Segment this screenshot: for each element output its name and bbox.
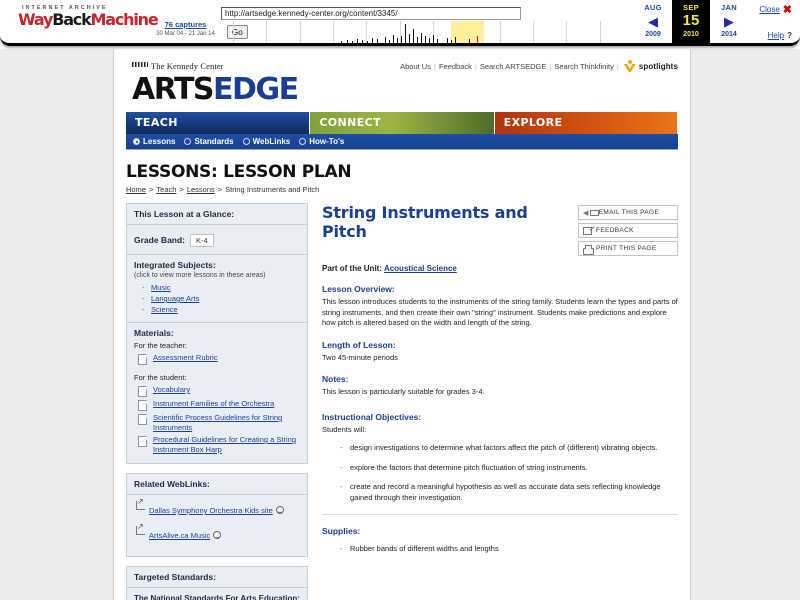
subnav-item-howtos[interactable] — [299, 134, 344, 150]
nav-tab-explore[interactable]: EXPLORE — [495, 112, 678, 134]
external-link-icon — [136, 526, 145, 535]
document-icon — [138, 436, 147, 447]
wordmark-edge: EDGE — [213, 72, 298, 107]
breadcrumb-home[interactable]: Home — [126, 185, 147, 194]
list-item — [134, 385, 300, 397]
radio-off-icon — [184, 138, 191, 145]
subnav-label-standards: Standards — [194, 137, 234, 146]
kennedy-center-label: The Kennedy Center — [151, 61, 224, 71]
timeline-capture-bar[interactable] — [341, 41, 342, 43]
capture-timeline[interactable] — [233, 21, 633, 45]
feedback-button-label: FEEDBACK — [596, 227, 634, 234]
captures-date-range: 30 Mar 04 - 21 Jan 14 — [156, 31, 215, 37]
list-item — [134, 399, 300, 411]
subnav-label-weblinks: WebLinks — [252, 137, 291, 146]
doc-link-assessment-rubric[interactable]: Assessment Rubric — [153, 353, 218, 362]
weblinks-list — [127, 495, 307, 556]
subject-link-language-arts[interactable]: Language Arts — [151, 294, 200, 303]
help-icon[interactable]: ? — [787, 31, 792, 40]
list-item — [134, 500, 300, 518]
kennedy-center-mark-icon — [132, 62, 148, 67]
radio-on-icon — [133, 138, 140, 145]
objectives-list — [322, 443, 678, 503]
grade-band-section — [127, 225, 307, 255]
breadcrumb-sep-2: > — [179, 185, 184, 194]
objectives-intro: Students will: — [322, 424, 367, 434]
materials-label: Materials: — [134, 328, 174, 338]
util-sep-4: | — [616, 62, 619, 71]
timeline-capture-bar[interactable] — [397, 38, 398, 43]
breadcrumb-current: String Instruments and Pitch — [225, 185, 320, 194]
printer-icon — [583, 245, 596, 253]
timeline-capture-bar[interactable] — [352, 41, 353, 43]
external-link-icon — [136, 501, 145, 510]
timeline-capture-bar[interactable] — [437, 39, 438, 43]
pencil-icon — [583, 227, 596, 235]
document-icon — [138, 414, 147, 425]
print-this-page-button[interactable] — [578, 241, 678, 256]
objectives-header: Instructional Objectives: — [322, 411, 422, 422]
student-docs-list — [134, 385, 300, 455]
lesson-at-a-glance-box — [126, 203, 308, 464]
standards-header: Targeted Standards: — [127, 567, 307, 588]
close-icon[interactable]: ✖ — [782, 4, 792, 16]
sub-nav — [126, 134, 678, 150]
current-day-label: 15 — [682, 12, 700, 29]
prev-month-label: AUG — [644, 3, 662, 12]
util-link-about-us[interactable]: About Us — [400, 62, 431, 71]
breadcrumb-sep-1: > — [149, 185, 154, 194]
section-divider — [322, 514, 678, 515]
timeline-capture-bar[interactable] — [357, 39, 358, 43]
document-icon — [138, 354, 147, 365]
timeline-capture-bar[interactable] — [401, 36, 402, 43]
email-button-label: EMAIL THIS PAGE — [598, 209, 660, 216]
timeline-month-cell[interactable] — [600, 21, 633, 45]
help-link[interactable] — [768, 31, 792, 40]
subnav-item-lessons[interactable] — [133, 134, 175, 150]
subjects-hint: (click to view more lessons in these areas) — [134, 272, 266, 279]
timeline-capture-bar[interactable] — [413, 29, 414, 43]
email-this-page-button[interactable] — [578, 205, 678, 220]
nav-tab-teach[interactable]: TEACH — [126, 112, 310, 134]
next-year-label: 2014 — [721, 31, 737, 38]
list-item — [142, 305, 300, 314]
logo-way: Way — [18, 10, 53, 29]
print-button-label: PRINT THIS PAGE — [596, 245, 657, 252]
notes-header: Notes: — [322, 374, 349, 384]
list-item — [134, 353, 300, 365]
timeline-month-cell[interactable] — [233, 21, 266, 45]
timeline-capture-bar[interactable] — [405, 24, 406, 43]
list-item — [134, 435, 300, 455]
sidebar — [126, 203, 308, 600]
glance-header: This Lesson at a Glance: — [127, 204, 307, 225]
weblinks-header: Related WebLinks: — [127, 474, 307, 495]
artsedge-wordmark — [132, 72, 298, 107]
unit-prefix: Part of the Unit: — [322, 264, 382, 273]
lesson-title: String Instruments and Pitch — [322, 203, 528, 241]
envelope-icon: ◀ — [583, 209, 599, 217]
list-item — [134, 525, 300, 543]
list-item — [142, 294, 300, 303]
timeline-capture-bar[interactable] — [451, 40, 452, 43]
notes-text: This lesson is particularly suitable for grades 3-4. — [322, 387, 485, 396]
subnav-item-standards[interactable] — [184, 134, 233, 150]
supplies-list — [322, 544, 678, 555]
util-link-feedback[interactable]: Feedback — [438, 62, 472, 71]
targeted-standards-box — [126, 566, 308, 600]
artsedge-page — [113, 49, 691, 600]
for-the-teacher-label: For the teacher: — [134, 341, 187, 350]
main-nav — [126, 112, 678, 134]
doc-link-instrument-families[interactable]: Instrument Families of the Orchestra — [153, 399, 275, 408]
timeline-capture-bar[interactable] — [455, 37, 456, 43]
document-icon — [138, 400, 147, 411]
related-weblinks-box — [126, 473, 308, 557]
list-item: - explore the factors that determine pitch fluctuation of string instruments. — [340, 463, 678, 474]
close-toolbar[interactable] — [759, 3, 792, 16]
timeline-month-cell[interactable] — [566, 21, 599, 45]
internet-archive-label: INTERNET ARCHIVE — [22, 5, 108, 11]
spotlights-label[interactable]: spotlights — [638, 62, 678, 71]
util-sep-2: | — [474, 62, 477, 71]
next-capture-nav[interactable] — [710, 0, 748, 46]
lesson-header — [322, 203, 678, 259]
timeline-capture-bar[interactable] — [377, 39, 378, 43]
timeline-month-cell[interactable] — [533, 21, 566, 45]
content-columns — [126, 203, 678, 600]
timeline-month-cell[interactable] — [300, 21, 333, 45]
prev-arrow-icon[interactable]: ◀ — [648, 14, 658, 29]
timeline-capture-bar[interactable] — [409, 34, 410, 43]
timeline-capture-bar[interactable] — [469, 39, 470, 43]
feedback-button[interactable] — [578, 223, 678, 238]
date-navigator — [634, 0, 754, 46]
list-item: - Rubber bands of different widths and lengths — [340, 544, 678, 555]
captures-count-link[interactable]: 76 captures — [164, 20, 207, 29]
subject-link-science[interactable]: Science — [151, 305, 178, 314]
next-arrow-icon[interactable]: ▶ — [724, 14, 734, 29]
subnav-item-weblinks[interactable] — [243, 134, 291, 150]
doc-link-vocabulary[interactable]: Vocabulary — [153, 385, 191, 394]
page-actions — [578, 205, 678, 259]
timeline-capture-bar[interactable] — [372, 38, 373, 43]
timeline-capture-bar[interactable] — [389, 40, 390, 43]
grade-band-label: Grade Band: — [134, 235, 186, 245]
current-month-label: SEP — [683, 3, 699, 12]
teacher-docs-list — [134, 353, 300, 365]
subject-link-music[interactable]: Music — [151, 283, 171, 292]
supplies-header: Supplies: — [322, 526, 361, 536]
unit-link[interactable]: Acoustical Science — [383, 264, 457, 273]
url-input[interactable] — [221, 7, 521, 20]
length-text: Two 45-minute periods — [322, 352, 398, 362]
lesson-content — [308, 203, 678, 600]
for-the-student-label: For the student: — [134, 373, 187, 382]
nav-tab-connect[interactable]: CONNECT — [310, 112, 494, 134]
standards-title: The National Standards For Arts Education: — [134, 594, 300, 600]
help-label[interactable]: Help — [767, 31, 785, 40]
materials-section — [127, 323, 307, 463]
overview-text: This lesson introduces students to the instruments of the string family. Students learn the types and parts of string instruments, and then create their own "string" instrument. Students make predictions and explore how pitch is altered based on the width and length of the string. — [322, 297, 678, 327]
timeline-capture-bar[interactable] — [385, 37, 386, 43]
wordmark-arts: ARTS — [132, 72, 214, 107]
util-sep-3: | — [549, 62, 552, 71]
timeline-month-cell[interactable] — [266, 21, 299, 45]
standards-body — [127, 588, 307, 600]
timeline-capture-bar[interactable] — [433, 35, 434, 43]
breadcrumb-lessons[interactable]: Lessons — [186, 185, 215, 194]
logo-machine: Machine — [90, 10, 158, 29]
spotlights-icon — [624, 60, 636, 72]
integrated-subjects-section — [127, 255, 307, 323]
length-header: Length of Lesson: — [322, 339, 396, 350]
weblink-wrap-artsalive — [149, 525, 221, 543]
subjects-label: Integrated Subjects: — [134, 260, 216, 270]
radio-off-icon — [299, 138, 306, 145]
weblink-wrap-dallas — [149, 500, 284, 518]
page-header — [126, 163, 678, 194]
prev-capture-nav[interactable] — [634, 0, 672, 46]
current-year-label: 2010 — [683, 31, 699, 38]
close-label[interactable]: Close — [759, 5, 780, 14]
site-logo[interactable] — [132, 56, 298, 105]
breadcrumb — [126, 185, 678, 194]
subjects-list — [134, 283, 300, 314]
wayback-machine-toolbar — [0, 0, 800, 46]
captures-summary — [138, 20, 233, 37]
kid-friendly-icon — [276, 506, 284, 514]
grade-band-value: K-4 — [190, 234, 214, 247]
breadcrumb-teach[interactable]: Teach — [156, 185, 177, 194]
timeline-capture-bar[interactable] — [393, 35, 394, 43]
list-item: - create and record a meaningful hypothesis as well as accurate data sets reflecting knowledge gained through their investigation. — [340, 482, 678, 503]
timeline-capture-bar[interactable] — [425, 36, 426, 43]
prev-year-label: 2009 — [645, 31, 661, 38]
kid-friendly-icon — [213, 531, 221, 539]
list-item: - design investigations to determine what factors affect the pitch of (different) vibrating objects. — [340, 443, 678, 454]
document-icon — [138, 386, 147, 397]
utility-nav — [400, 60, 678, 72]
page-title: LESSONS: LESSON PLAN — [126, 162, 352, 182]
timeline-month-cell[interactable] — [500, 21, 533, 45]
timeline-capture-bar[interactable] — [429, 38, 430, 43]
site-masthead — [114, 49, 690, 112]
util-sep-1: | — [433, 62, 436, 71]
timeline-capture-bar[interactable] — [447, 38, 448, 43]
timeline-capture-bar[interactable] — [417, 37, 418, 43]
overview-header: Lesson Overview: — [322, 284, 395, 294]
doc-link-procedural-guidelines[interactable]: Procedural Guidelines for Creating a String Instrument Box Harp — [153, 435, 296, 454]
util-link-search-artsedge[interactable]: Search ARTSEDGE — [479, 62, 547, 71]
timeline-capture-bar[interactable] — [421, 33, 422, 43]
timeline-capture-bar[interactable] — [367, 41, 368, 43]
unit-line — [322, 264, 678, 273]
go-button[interactable]: Go — [227, 25, 248, 39]
radio-off-icon — [243, 138, 250, 145]
weblink-artsalive-music[interactable]: ArtsAlive.ca Music — [149, 531, 211, 540]
subnav-label-lessons: Lessons — [143, 137, 176, 146]
subnav-label-howtos: How-To's — [309, 137, 345, 146]
current-capture-date — [672, 0, 710, 46]
util-link-search-thinkfinity[interactable]: Search Thinkfinity — [554, 62, 614, 71]
list-item — [142, 283, 300, 292]
next-month-label: JAN — [721, 3, 737, 12]
logo-back: Back — [52, 10, 91, 29]
weblink-dallas-symphony[interactable]: Dallas Symphony Orchestra Kids site — [149, 506, 273, 515]
doc-link-scientific-process[interactable]: Scientific Process Guidelines for String Instruments — [153, 413, 283, 432]
timeline-capture-bar[interactable] — [347, 40, 348, 43]
list-item — [134, 413, 300, 433]
timeline-capture-bar[interactable] — [477, 36, 478, 43]
timeline-capture-bar[interactable] — [362, 40, 363, 43]
breadcrumb-sep-3: > — [217, 185, 223, 194]
